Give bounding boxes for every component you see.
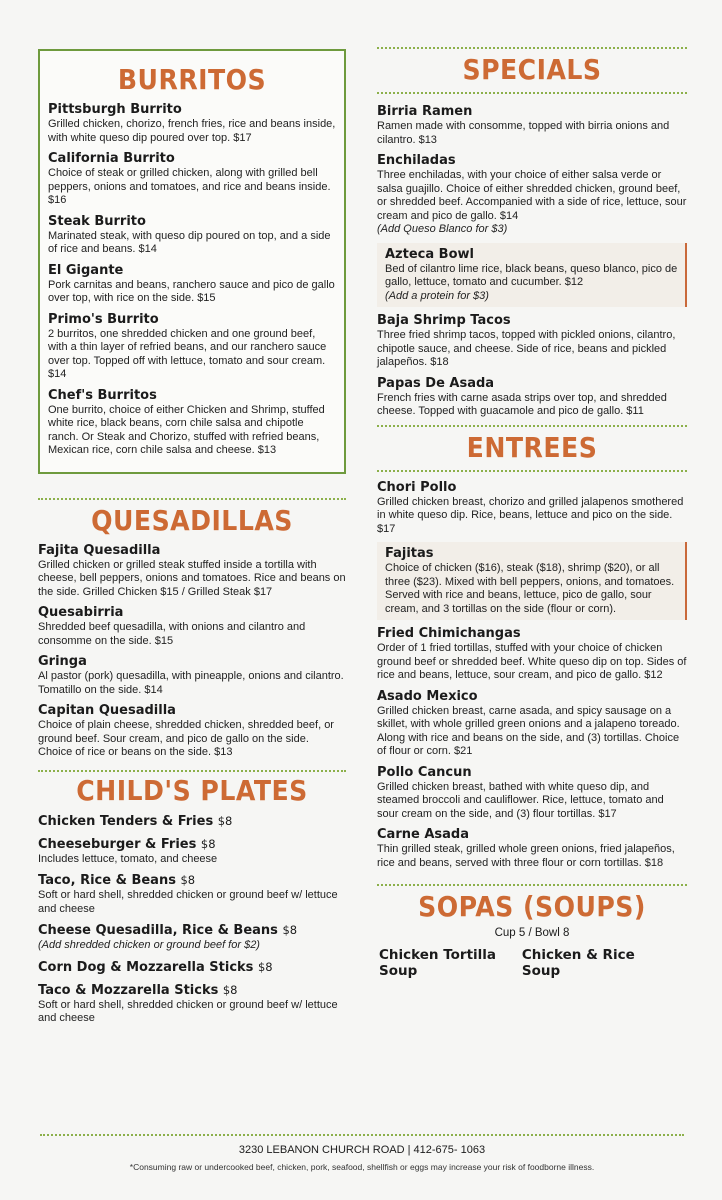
menu-item xyxy=(377,153,687,237)
menu-item xyxy=(38,959,346,976)
footer xyxy=(40,1134,684,1172)
menu-item-header xyxy=(38,836,346,853)
menu-item-description: Three fried shrimp tacos, topped with pickled onions, cilantro, chipotle sauce, and cheese. Side of rice, beans and pickled jalapeños. $18 xyxy=(377,329,676,368)
menu-item-name: Chicken Tenders & Fries xyxy=(38,813,214,829)
menu-item-header xyxy=(38,813,346,830)
soup-item: Chicken Tortilla Soup xyxy=(379,947,497,979)
menu-item-description: Includes lettuce, tomato, and cheese xyxy=(38,852,218,865)
menu-item-name: Pittsburgh Burrito xyxy=(48,102,182,117)
burritos-section xyxy=(38,49,346,474)
menu-item xyxy=(377,376,687,419)
menu-item-description: Soft or hard shell, shredded chicken or ground beef w/ lettuce and cheese xyxy=(38,998,338,1024)
specials-title: SPECIALS xyxy=(462,53,602,86)
divider xyxy=(40,1134,684,1136)
menu-item-name: Fajitas xyxy=(385,546,434,561)
menu-item-name: Taco & Mozzarella Sticks xyxy=(38,982,219,998)
menu-item xyxy=(377,626,687,683)
menu-item xyxy=(38,922,346,953)
menu-item-note: (Add a protein for $3) xyxy=(385,289,489,302)
childs-title: CHILD'S PLATES xyxy=(76,773,308,807)
menu-item-name: Taco, Rice & Beans xyxy=(38,873,176,888)
menu-item-price: $8 xyxy=(217,813,233,828)
menu-item-description: Al pastor (pork) quesadilla, with pineapple, onions and cilantro. Tomatillo on the side. $14 xyxy=(38,670,344,696)
menu-item-description: Thin grilled steak, grilled whole green onions, fried jalapeños, rice and beans, served with three flour or corn tortillas. $18 xyxy=(377,843,675,869)
menu-item-name: Fried Chimichangas xyxy=(377,626,521,641)
menu-item-name: Enchiladas xyxy=(377,153,456,168)
menu-item xyxy=(38,654,346,697)
menu-item-description: French fries with carne asada strips over top, and shredded cheese. Topped with guacamole and pico de gallo. $11 xyxy=(377,391,667,417)
specials-list xyxy=(377,104,687,419)
menu-item xyxy=(48,312,336,382)
divider xyxy=(38,498,346,500)
menu-item-description: Grilled chicken breast, carne asada, and spicy sausage on a skillet, with whole grilled green onions and a jalapeno toreado. Along with rice and beans on the side, and (3) tortillas. Choice of flour or corn. $21 xyxy=(377,704,680,757)
menu-item xyxy=(48,214,336,257)
menu-item-description: Grilled chicken or grilled steak stuffed inside a tortilla with cheese, bell peppers, onions and tomatoes. Rice and beans on the side. Grilled Chicken $15 / Grilled Steak $17 xyxy=(38,558,346,598)
menu-item xyxy=(377,243,687,308)
menu-item-description: Choice of chicken ($16), steak ($18), shrimp ($20), or all three ($23). Mixed with bell peppers, onions, and tomatoes. Served with rice and beans, lettuce, pico de gallo, sour cream, and 3 tortillas on the side (flour or corn). xyxy=(385,562,675,615)
menu-item xyxy=(377,689,687,759)
menu-item xyxy=(377,827,687,870)
menu-item-description: Bed of cilantro lime rice, black beans, queso blanco, pico de gallo, lettuce, tomato and cucumber. $12 xyxy=(385,262,678,288)
menu-item-name: Chori Pollo xyxy=(377,479,457,495)
menu-item-header xyxy=(38,922,346,939)
menu-item-description: Choice of plain cheese, shredded chicken, shredded beef, or ground beef. Sour cream, and pico de gallo on the side. Choice of rice or beans on the side. $13 xyxy=(38,719,334,758)
menu-item-name: Cheeseburger & Fries xyxy=(38,836,197,852)
menu-item-name: Pollo Cancun xyxy=(377,764,472,780)
menu-item xyxy=(48,388,336,458)
divider xyxy=(377,92,687,94)
disclaimer: *Consuming raw or undercooked beef, chicken, pork, seafood, shellfish or eggs may increase your risk of foodborne illness. xyxy=(129,1162,595,1172)
menu-item xyxy=(377,313,687,370)
menu-item-description: 2 burritos, one shredded chicken and one ground beef, with a thin layer of refried beans, and our ranchero sauce over top. Topped off with lettuce, tomato and sour cream. $14 xyxy=(48,327,327,380)
menu-item-name: Birria Ramen xyxy=(377,104,473,119)
menu-item-note: (Add shredded chicken or ground beef for $2) xyxy=(38,939,260,951)
menu-item xyxy=(377,104,687,147)
right-column xyxy=(377,47,687,979)
menu-item xyxy=(48,263,336,306)
menu-item-description: Shredded beef quesadilla, with onions and cilantro and consomme on the side. $15 xyxy=(38,621,306,647)
menu-item-name: Azteca Bowl xyxy=(385,246,474,262)
menu-item xyxy=(48,151,336,208)
menu-item-name: Chef's Burritos xyxy=(48,387,157,403)
menu-item-description: Grilled chicken breast, chorizo and grilled jalapenos smothered in white queso dip. Rice, beans, lettuce and pico on the side. $17 xyxy=(377,495,684,535)
menu-item-name: Carne Asada xyxy=(377,827,469,842)
childs-list xyxy=(38,813,346,1026)
menu-item-description: Choice of steak or grilled chicken, along with grilled bell peppers, onions and tomatoes, and rice and beans inside. $16 xyxy=(48,167,331,206)
soup-sizes: Cup 5 / Bowl 8 xyxy=(494,927,570,939)
divider xyxy=(377,884,687,886)
burritos-title: BURRITOS xyxy=(117,63,267,96)
menu-item-price: $8 xyxy=(282,923,298,937)
menu-item xyxy=(377,542,687,620)
menu-item xyxy=(38,813,346,830)
menu-item xyxy=(38,836,346,867)
left-column xyxy=(38,49,346,1032)
menu-item-description: One burrito, choice of either Chicken and Shrimp, stuffed white rice, black beans, corn chile salsa and chipotle ranch. Or Steak and Chorizo, stuffed with refried beans, Mexican rice, corn chile salsa and cheese. $13 xyxy=(48,403,325,456)
divider xyxy=(38,770,346,772)
menu-item-name: Capitan Quesadilla xyxy=(38,703,176,718)
menu-item xyxy=(38,872,346,916)
menu-item-name: Fajita Quesadilla xyxy=(38,542,161,558)
menu-item xyxy=(38,982,346,1026)
menu-item xyxy=(48,102,336,145)
menu-item-description: Grilled chicken, chorizo, french fries, rice and beans inside, with white queso dip poured over top. $17 xyxy=(48,118,336,144)
menu-item-description: Grilled chicken breast, bathed with white queso dip, and steamed broccoli and cauliflower. Rice, lettuce, tomato and sour cream on the side, and (3) flour tortillas. $17 xyxy=(377,780,664,820)
menu-item xyxy=(38,543,346,600)
menu-item-note: (Add Queso Blanco for $3) xyxy=(377,223,508,235)
menu-item-name: Primo's Burrito xyxy=(48,311,159,327)
menu-item-description: Ramen made with consomme, topped with birria onions and cilantro. $13 xyxy=(377,120,670,146)
soup-item: Chicken & Rice Soup xyxy=(521,947,635,979)
menu-item-name: Baja Shrimp Tacos xyxy=(377,313,511,328)
entrees-title: ENTREES xyxy=(466,430,598,464)
quesadillas-title: QUESADILLAS xyxy=(91,503,293,537)
menu-item-name: Asado Mexico xyxy=(377,688,478,704)
menu-item-price: $8 xyxy=(257,959,273,974)
burritos-list xyxy=(48,102,336,458)
menu-item-name: Corn Dog & Mozzarella Sticks xyxy=(38,959,254,975)
menu-item-name: Steak Burrito xyxy=(48,213,146,229)
menu-item-header xyxy=(38,982,346,999)
menu-item xyxy=(377,765,687,822)
menu-item-description: Order of 1 fried tortillas, stuffed with your choice of chicken ground beef or shredded beef. White queso dip on top. Sides of rice and beans, lettuce, sour cream, and pico de gallo. $12 xyxy=(377,642,687,681)
menu-item-name: Quesabirria xyxy=(38,605,124,620)
menu-item xyxy=(377,480,687,537)
menu-item-price: $8 xyxy=(200,836,216,851)
menu-item-name: El Gigante xyxy=(48,262,124,278)
menu-item-name: Cheese Quesadilla, Rice & Beans xyxy=(38,923,278,938)
menu-item-description: Soft or hard shell, shredded chicken or ground beef w/ lettuce and cheese xyxy=(38,889,338,915)
menu-item-name: California Burrito xyxy=(48,151,175,166)
divider xyxy=(377,470,687,472)
menu-item-header xyxy=(38,872,346,889)
quesadillas-list xyxy=(38,543,346,760)
menu-item-name: Gringa xyxy=(38,654,87,669)
menu-item-header xyxy=(38,959,346,976)
menu-item-description: Three enchiladas, with your choice of either salsa verde or salsa guajillo. Choice of either shredded chicken, ground beef, or shredded beef. Accompanied with a side of rice, lettuce, sour cream and pico de gallo. $14 xyxy=(377,169,687,222)
menu-item-name: Papas De Asada xyxy=(377,375,495,391)
divider xyxy=(377,425,687,427)
address: 3230 LEBANON CHURCH ROAD | 412-675- 1063 xyxy=(238,1144,486,1156)
soups-title: SOPAS (SOUPS) xyxy=(418,890,646,923)
menu-item xyxy=(38,605,346,648)
entrees-list xyxy=(377,480,687,871)
menu-item-description: Marinated steak, with queso dip poured on top, and a side of rice and beans. $14 xyxy=(48,229,331,255)
menu-item-description: Pork carnitas and beans, ranchero sauce and pico de gallo over top, with rice on the side. $15 xyxy=(48,278,335,304)
menu-item xyxy=(38,703,346,760)
soups-row xyxy=(377,947,687,979)
divider xyxy=(377,47,687,49)
menu-item-price: $8 xyxy=(222,982,238,997)
menu-item-price: $8 xyxy=(180,873,196,887)
